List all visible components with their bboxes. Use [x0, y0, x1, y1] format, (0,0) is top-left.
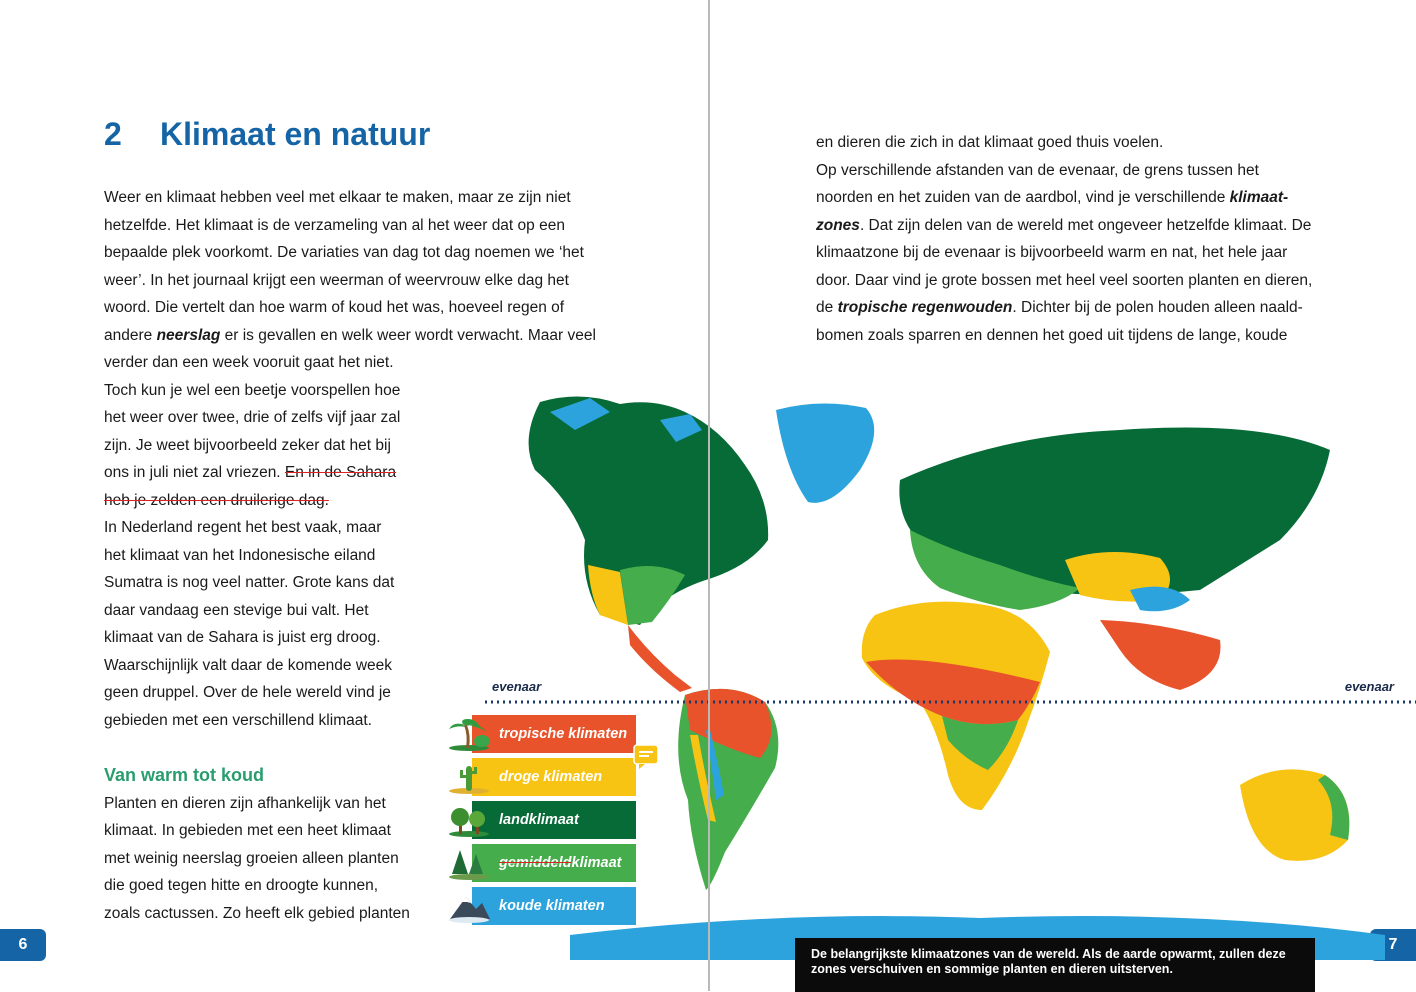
- text-line: klimaat van de Sahara is juist erg droog.: [104, 629, 381, 646]
- legend-item-cold: [446, 887, 636, 925]
- text-line: Waarschijnlijk valt daar de komende week: [104, 656, 393, 674]
- map-greenland: [776, 403, 874, 502]
- text-line: verder dan een week vooruit gaat het niet.: [104, 354, 394, 371]
- section-warm-tot-koud: [104, 762, 424, 927]
- text-line: zijn. Je weet bijvoorbeeld zeker dat het bij: [104, 436, 391, 454]
- term-klimaatzones: klimaat-: [1229, 189, 1289, 206]
- climate-legend: [446, 715, 636, 930]
- page-number-left: 6: [0, 929, 46, 961]
- text-line: Planten en dieren zijn afhankelijk van het: [104, 794, 386, 812]
- text-line: noorden en het zuiden van de aardbol, vind je verschillende klimaat-: [816, 189, 1289, 206]
- term-neerslag: neerslag: [156, 326, 221, 344]
- text-line: de tropische regenwouden. Dichter bij de polen houden alleen naald-: [816, 299, 1303, 316]
- text-line: In Nederland regent het best vaak, maar: [104, 519, 382, 536]
- text-line: Op verschillende afstanden van de evenaar, de grens tussen het: [816, 161, 1259, 179]
- equator-label-left: evenaar: [492, 679, 542, 694]
- legend-item-tropical: [446, 715, 636, 753]
- term-zones: zones: [816, 216, 860, 234]
- palm-tree-icon: [446, 717, 492, 751]
- text-line: geen druppel. Over de hele wereld vind je: [104, 684, 391, 701]
- text-line: ons in juli niet zal vriezen. En in de Sahara: [104, 464, 397, 481]
- subheading: Van warm tot koud: [104, 765, 265, 785]
- legend-item-dry: [446, 758, 636, 796]
- map-australia: [1240, 769, 1349, 860]
- text-line: en dieren die zich in dat klimaat goed thuis voelen.: [816, 134, 1164, 151]
- legend-label: droge klimaten: [472, 758, 636, 796]
- deciduous-tree-icon: [446, 803, 492, 837]
- map-south-america: [678, 689, 778, 890]
- legend-label: gemiddeld klimaat: [472, 844, 636, 882]
- text-line: klimaat. In gebieden met een heet klimaat: [104, 822, 391, 839]
- text-line: bepaalde plek voorkomt. De variaties van dag tot dag noemen we ‘het: [104, 244, 584, 261]
- text-line: zoals cactussen. Zo heeft elk gebied planten: [104, 904, 410, 922]
- map-caption: De belangrijkste klimaatzones van de wereld. Als de aarde opwarmt, zullen deze zones verschuiven en sommige planten en dieren uitsterven.: [795, 938, 1315, 992]
- equator-label-right: evenaar: [1344, 679, 1394, 694]
- text-line: klimaatzone bij de evenaar is bijvoorbeeld warm en nat, het hele jaar: [816, 244, 1288, 261]
- struck-text: heb je zelden een druilerige dag.: [104, 491, 329, 509]
- mountain-icon: [446, 889, 492, 923]
- legend-label: landklimaat: [472, 801, 636, 839]
- text-line: woord. Die vertelt dan hoe warm of koud het was, hoeveel regen of: [104, 299, 565, 316]
- page-gutter: [708, 0, 710, 991]
- legend-item-temperate: [446, 844, 636, 882]
- legend-item-continental: [446, 801, 636, 839]
- chapter-number: 2: [104, 116, 122, 152]
- cactus-icon: [446, 760, 492, 794]
- legend-label: tropische klimaten: [472, 715, 636, 753]
- text-line: Sumatra is nog veel natter. Grote kans dat: [104, 574, 395, 591]
- text-line: bomen zoals sparren en dennen het goed uit tijdens de lange, koude: [816, 326, 1288, 344]
- text-line: hetzelfde. Het klimaat is de verzameling van al het weer dat op een: [104, 216, 565, 234]
- text-line: het klimaat van het Indonesische eiland: [104, 546, 376, 564]
- text-line: daar vandaag een stevige bui valt. Het: [104, 601, 369, 619]
- map-north-america: [529, 396, 769, 692]
- text-line: het weer over twee, drie of zelfs vijf jaar zal: [104, 409, 401, 426]
- chapter-title-text: Klimaat en natuur: [160, 116, 431, 152]
- text-line: Toch kun je wel een beetje voorspellen hoe: [104, 381, 401, 399]
- text-line: zones. Dat zijn delen van de wereld met ongeveer hetzelfde klimaat. De: [816, 216, 1312, 234]
- text-line: Weer en klimaat hebben veel met elkaar te maken, maar ze zijn niet: [104, 189, 571, 206]
- map-africa: [862, 602, 1050, 810]
- struck-text: gemiddeld: [499, 855, 572, 871]
- text-line: andere neerslag er is gevallen en welk weer wordt verwacht. Maar veel: [104, 326, 596, 344]
- chapter-title: [104, 116, 430, 153]
- right-text: [816, 129, 1326, 349]
- comment-note-icon[interactable]: [633, 744, 659, 770]
- text-line: die goed tegen hitte en droogte kunnen,: [104, 877, 379, 894]
- text-line: met weinig neerslag groeien alleen planten: [104, 849, 399, 867]
- text-line: gebieden met een verschillend klimaat.: [104, 711, 372, 729]
- text-line: door. Daar vind je grote bossen met heel veel soorten planten en dieren,: [816, 271, 1313, 289]
- legend-label: koude klimaten: [472, 887, 636, 925]
- struck-text: En in de Sahara: [284, 464, 397, 481]
- pine-tree-icon: [446, 846, 492, 880]
- term-tropische-regenwouden: tropische regenwouden: [837, 299, 1013, 316]
- text-line: weer’. In het journaal krijgt een weerman of weervrouw elke dag het: [104, 271, 569, 289]
- page-number-right: 7: [1370, 929, 1416, 961]
